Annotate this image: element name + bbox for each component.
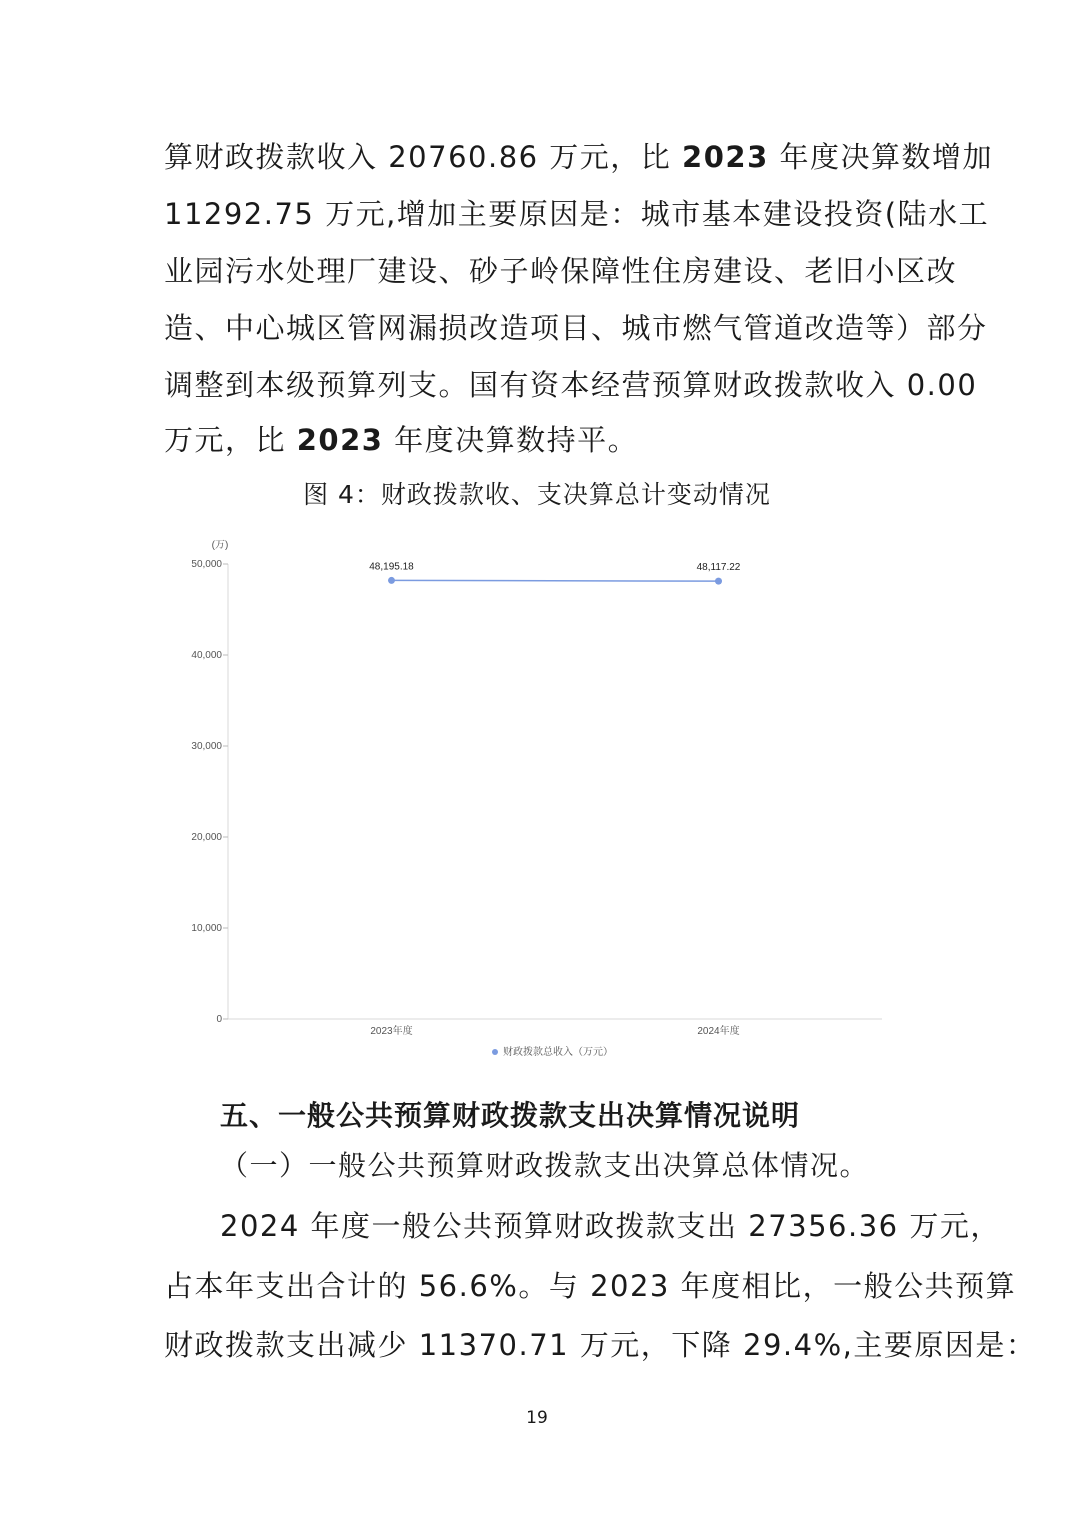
section-heading: 五、一般公共预算财政拨款支出决算情况说明 xyxy=(220,1099,801,1132)
y-tick-label: 0 xyxy=(216,1014,222,1025)
page-number: 19 xyxy=(526,1408,548,1428)
paragraph-line: 11292.75 万元,增加主要原因是：城市基本建设投资(陆水工 xyxy=(164,197,990,231)
paragraph-line: 造、中心城区管网漏损改造项目、城市燃气管道改造等）部分 xyxy=(164,311,988,345)
data-label: 48,195.18 xyxy=(369,561,414,573)
x-tick-label: 2024年度 xyxy=(697,1026,740,1037)
legend-label: 财政拨款总收入（万元） xyxy=(503,1047,613,1058)
y-tick-label: 10,000 xyxy=(191,923,222,934)
y-tick-label: 40,000 xyxy=(191,650,222,661)
y-tick-label: 30,000 xyxy=(191,741,222,752)
paragraph-line: 业园污水处理厂建设、砂子岭保障性住房建设、老旧小区改 xyxy=(164,254,958,288)
year-bold: 2023 xyxy=(296,423,384,457)
y-tick-label: 50,000 xyxy=(191,559,222,570)
legend-marker xyxy=(492,1049,498,1055)
paragraph-line: 2024 年度一般公共预算财政拨款支出 27356.36 万元， xyxy=(220,1209,1001,1243)
year-bold: 2023 xyxy=(682,140,769,174)
text-segment: 算财政拨款收入 20760.86 万元，比 xyxy=(164,140,683,174)
paragraph-line: 财政拨款支出减少 11370.71 万元，下降 29.4%,主要原因是： xyxy=(164,1328,1037,1362)
paragraph-line xyxy=(164,137,993,177)
subsection-heading: （一）一般公共预算财政拨款支出决算总体情况。 xyxy=(220,1149,870,1182)
series-line xyxy=(392,580,719,581)
y-tick-label: 20,000 xyxy=(191,832,222,843)
data-label: 48,117.22 xyxy=(696,562,741,574)
figure-caption: 图 4：财政拨款收、支决算总计变动情况 xyxy=(303,480,771,509)
text-segment: 年度决算数持平。 xyxy=(383,423,639,457)
paragraph-line: 调整到本级预算列支。国有资本经营预算财政拨款收入 0.00 xyxy=(164,368,978,402)
paragraph-line: 占本年支出合计的 56.6%。与 2023 年度相比，一般公共预算 xyxy=(164,1269,1017,1303)
text-segment: 年度决算数增加 xyxy=(768,140,993,174)
paragraph-line xyxy=(164,420,924,460)
x-tick-label: 2023年度 xyxy=(370,1026,413,1037)
y-axis-unit-label: (万) xyxy=(211,540,229,551)
data-point xyxy=(715,578,722,585)
line-chart xyxy=(170,528,890,1073)
text-segment: 万元，比 xyxy=(164,423,297,457)
data-point xyxy=(388,577,395,584)
